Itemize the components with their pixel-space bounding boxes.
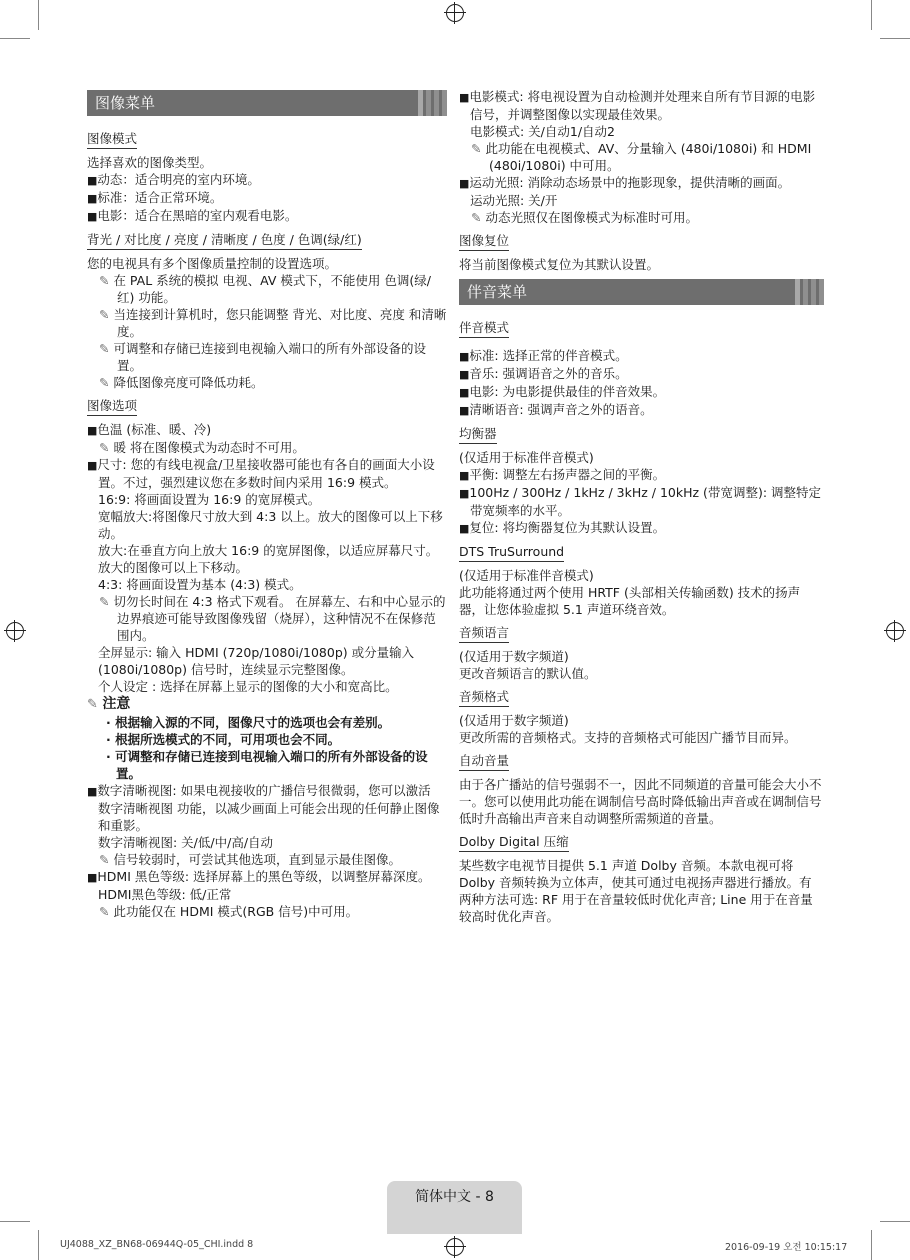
crop-mark xyxy=(0,1221,30,1222)
note-item: ✎ 在 PAL 系统的模拟 电视、AV 模式下，不能使用 色调(绿/红) 功能。 xyxy=(87,272,447,306)
picture-menu-header xyxy=(87,90,447,116)
header-bars-icon xyxy=(418,90,447,116)
audio-format-intro: (仅适用于数字频道) xyxy=(459,713,569,728)
crop-mark xyxy=(871,1230,872,1260)
crop-mark xyxy=(880,1221,910,1222)
right-column xyxy=(459,88,824,925)
size-option: 16:9: 将画面设置为 16:9 的宽屏模式。 xyxy=(98,492,321,507)
audio-format-text: 更改所需的音频格式。支持的音频格式可能因广播节目而异。 xyxy=(459,730,797,745)
sound-menu-header xyxy=(459,279,824,305)
picture-reset-text: 将当前图像模式复位为其默认设置。 xyxy=(459,257,660,272)
note-item: ✎ 此功能在电视模式、AV、分量输入 (480i/1080i) 和 HDMI (480i/1080i) 中可用。 xyxy=(459,140,824,174)
crop-mark xyxy=(871,0,872,30)
note-item: ✎ 动态光照仅在图像模式为标准时可用。 xyxy=(459,209,824,226)
picture-reset-title: 图像复位 xyxy=(459,232,509,251)
caution-item: · 根据输入源的不同，图像尺寸的选项也会有差别。 xyxy=(87,714,447,731)
size-option: 个人设定 : 选择在屏幕上显示的图像的大小和宽高比。 xyxy=(98,679,398,694)
adjust-title: 背光 / 对比度 / 亮度 / 清晰度 / 色度 / 色调(绿/红) xyxy=(87,231,362,250)
picture-options-title: 图像选项 xyxy=(87,397,137,416)
crop-mark xyxy=(38,1230,39,1260)
print-file-info: UJ4088_XZ_BN68-06944Q-05_CHI.indd 8 xyxy=(60,1239,254,1250)
size-option: 4:3: 将画面设置为基本 (4:3) 模式。 xyxy=(98,577,302,592)
film-mode-item: ■ 电影模式: 将电视设置为自动检测并处理来自所有节目源的电影信号，并调整图像以实现最佳效果。 xyxy=(459,88,824,123)
equalizer-title: 均衡器 xyxy=(459,425,497,444)
crop-mark xyxy=(38,0,39,30)
picture-mode-intro: 选择喜欢的图像类型。 xyxy=(87,155,213,170)
auto-volume-text: 由于各广播站的信号强弱不一，因此不同频道的音量可能会大小不一。您可以使用此功能在调制信号高时降低输出声音或在调制信号低时升高输出声音来自动调整所需频道的音量。 xyxy=(459,777,822,826)
size-item: ■ 尺寸: 您的有线电视盒/卫星接收器可能也有各自的画面大小设置。不过，强烈建议您在多数时间内采用 16:9 模式。 xyxy=(87,456,447,491)
note-item: ✎ 暖 将在图像模式为动态时不可用。 xyxy=(87,439,447,456)
caution-item: · 可调整和存储已连接到电视输入端口的所有外部设备的设置。 xyxy=(87,748,447,782)
motion-lighting-values: 运动光照: 关/开 xyxy=(470,193,558,208)
print-date-info: 2016-09-19 오전 10:15:17 xyxy=(725,1242,848,1253)
list-item: ■ 复位: 将均衡器复位为其默认设置。 xyxy=(459,519,824,537)
list-item: ■ 电影：适合在黑暗的室内观看电影。 xyxy=(87,207,447,225)
header-bars-icon xyxy=(795,279,824,305)
registration-mark-icon xyxy=(6,622,24,640)
list-item: ■ 清晰语音: 强调声音之外的语音。 xyxy=(459,401,824,419)
list-item: ■ 标准: 选择正常的伴音模式。 xyxy=(459,347,824,365)
list-item: ■ 100Hz / 300Hz / 1kHz / 3kHz / 10kHz (带宽调整): 调整特定带宽频率的水平。 xyxy=(459,484,824,519)
note-item: ✎ 信号较弱时，可尝试其他选项，直到显示最佳图像。 xyxy=(87,851,447,868)
hdmi-black-level-item: ■ HDMI 黑色等级: 选择屏幕上的黑色等级，以调整屏幕深度。 xyxy=(87,868,447,886)
caution-title: ✎ 注意 xyxy=(87,695,447,714)
page-number: 简体中文 - 8 xyxy=(415,1189,494,1205)
dts-text: 此功能将通过两个使用 HRTF (头部相关传输函数) 技术的扬声器，让您体验虚拟 5.1 声道环绕音效。 xyxy=(459,585,801,617)
list-item: ■ 音乐: 强调语音之外的音乐。 xyxy=(459,365,824,383)
note-item: ✎ 此功能仅在 HDMI 模式(RGB 信号)中可用。 xyxy=(87,903,447,920)
digital-clean-view-item: ■ 数字清晰视图: 如果电视接收的广播信号很微弱，您可以激活 数字清晰视图 功能，以减少画面上可能会出现的任何静止图像和重影。 xyxy=(87,782,447,834)
registration-mark-icon xyxy=(446,1238,464,1256)
picture-menu-title: 图像菜单 xyxy=(95,94,156,112)
crop-mark xyxy=(880,38,910,39)
hdmi-black-level-values: HDMI黑色等级: 低/正常 xyxy=(98,887,232,902)
registration-mark-icon xyxy=(886,622,904,640)
audio-language-title: 音频语言 xyxy=(459,624,509,643)
left-column xyxy=(87,88,447,920)
sound-menu-title: 伴音菜单 xyxy=(467,283,528,301)
size-option: 放大:在垂直方向上放大 16:9 的宽屏图像，以适应屏幕尺寸。放大的图像可以上下移动。 xyxy=(98,543,439,575)
size-option: 宽幅放大:将图像尺寸放大到 4:3 以上。放大的图像可以上下移动。 xyxy=(98,509,443,541)
dolby-text: 某些数字电视节目提供 5.1 声道 Dolby 音频。本款电视可将 Dolby 音频转换为立体声，使其可通过电视扬声器进行播放。有两种方法可选: RF 用于在音量较低时优化声音; Line 用于在音量较高时优化声音。 xyxy=(459,858,813,924)
motion-lighting-item: ■ 运动光照: 消除动态场景中的拖影现象，提供清晰的画面。 xyxy=(459,174,824,192)
list-item: ■ 动态：适合明亮的室内环境。 xyxy=(87,171,447,189)
film-mode-values: 电影模式: 关/自动1/自动2 xyxy=(470,124,616,139)
digital-clean-view-values: 数字清晰视图: 关/低/中/高/自动 xyxy=(98,835,274,850)
list-item: ■ 标准：适合正常环境。 xyxy=(87,189,447,207)
audio-language-text: 更改音频语言的默认值。 xyxy=(459,666,597,681)
sound-mode-title: 伴音模式 xyxy=(459,319,509,338)
caution-item: · 根据所选模式的不同，可用项也会不同。 xyxy=(87,731,447,748)
dolby-title: Dolby Digital 压缩 xyxy=(459,833,569,852)
registration-mark-icon xyxy=(446,4,464,22)
dts-intro: (仅适用于标准伴音模式) xyxy=(459,568,594,583)
page-number-tab xyxy=(387,1181,522,1234)
audio-format-title: 音频格式 xyxy=(459,688,509,707)
equalizer-intro: (仅适用于标准伴音模式) xyxy=(459,450,594,465)
note-item: ✎ 切勿长时间在 4:3 格式下观看。 在屏幕左、右和中心显示的边界痕迹可能导致图像残留（烧屏），这种情况不在保修范围内。 xyxy=(87,593,447,644)
list-item: ■ 平衡: 调整左右扬声器之间的平衡。 xyxy=(459,466,824,484)
dts-title: DTS TruSurround xyxy=(459,543,564,562)
auto-volume-title: 自动音量 xyxy=(459,752,509,771)
note-item: ✎ 可调整和存储已连接到电视输入端口的所有外部设备的设置。 xyxy=(87,340,447,374)
audio-language-intro: (仅适用于数字频道) xyxy=(459,649,569,664)
adjust-intro: 您的电视具有多个图像质量控制的设置选项。 xyxy=(87,256,338,271)
note-item: ✎ 降低图像亮度可降低功耗。 xyxy=(87,374,447,391)
size-option: 全屏显示: 输入 HDMI (720p/1080i/1080p) 或分量输入 (1080i/1080p) 信号时，连续显示完整图像。 xyxy=(98,645,415,677)
list-item: ■ 电影: 为电影提供最佳的伴音效果。 xyxy=(459,383,824,401)
crop-mark xyxy=(0,38,30,39)
note-item: ✎ 当连接到计算机时，您只能调整 背光、对比度、亮度 和清晰度。 xyxy=(87,306,447,340)
color-tone-item: ■ 色温 (标准、暖、冷) xyxy=(87,421,447,439)
picture-mode-title: 图像模式 xyxy=(87,130,137,149)
